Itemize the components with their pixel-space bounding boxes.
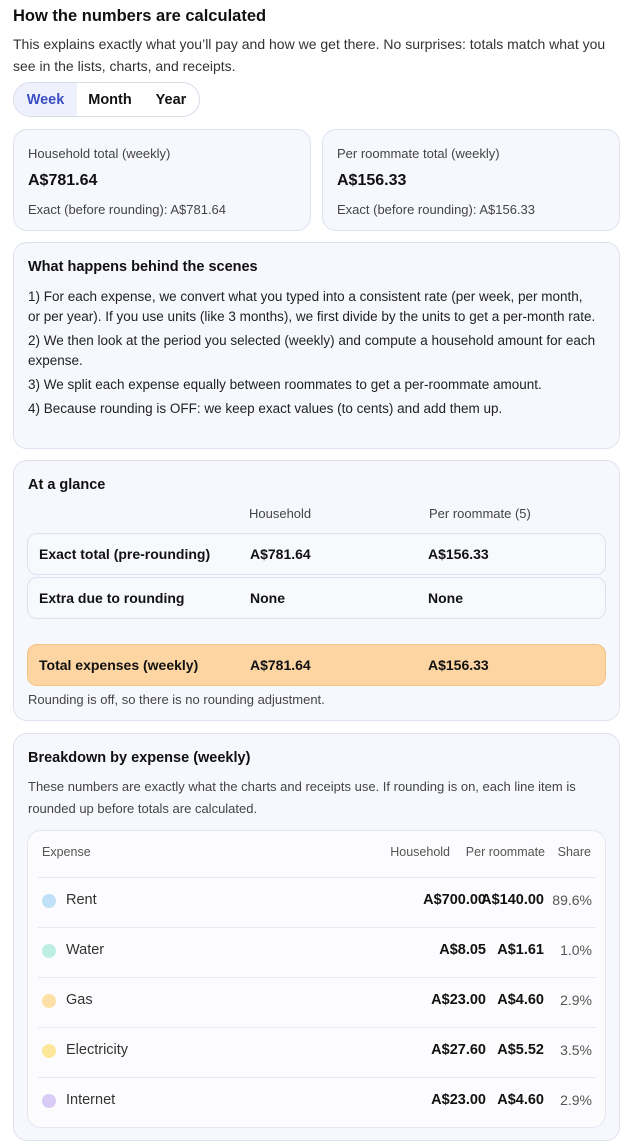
row-label: Exact total (pre-rounding) (39, 546, 211, 562)
tab-month[interactable]: Month (88, 91, 132, 108)
tab-week[interactable]: Week (14, 83, 77, 116)
tab-year[interactable]: Year (155, 91, 187, 108)
share-percent: 2.9% (560, 992, 592, 1008)
expense-name: Water (66, 942, 105, 958)
table-row (38, 927, 596, 977)
per-roommate-amount: A$1.61 (497, 942, 544, 958)
per-value: None (428, 590, 463, 606)
col-per-roommate: Per roommate (5) (429, 506, 531, 521)
table-row (38, 877, 596, 927)
share-percent: 3.5% (560, 1042, 592, 1058)
stat-value: A$156.33 (337, 172, 407, 189)
color-dot-icon (42, 1094, 56, 1108)
table-row (38, 1027, 596, 1077)
glance-row-exact (27, 533, 606, 575)
section-title: Breakdown by expense (weekly) (28, 750, 251, 766)
page-title: How the numbers are calculated (13, 7, 267, 25)
stat-value: A$781.64 (28, 172, 98, 189)
stat-exact: Exact (before rounding): A$781.64 (28, 202, 227, 217)
expense-name: Gas (66, 992, 93, 1008)
row-label: Extra due to rounding (39, 590, 185, 606)
household-value: None (250, 590, 285, 606)
step-1: 1) For each expense, we convert what you typed into a consistent rate (per week, per month, or per year). If you use units (like 3 months), we first divide by the units to get a per-month rate. (28, 289, 596, 324)
share-percent: 1.0% (560, 942, 592, 958)
table-row (38, 1077, 596, 1127)
header-per-roommate: Per roommate (465, 845, 545, 859)
expense-name: Electricity (66, 1042, 129, 1058)
household-amount: A$23.00 (431, 992, 486, 1008)
household-amount: A$700.00 (423, 892, 486, 908)
period-toggle (13, 82, 200, 117)
color-dot-icon (42, 944, 56, 958)
table-row (38, 977, 596, 1027)
behind-scenes-card (13, 242, 620, 449)
header-share: Share (557, 845, 591, 859)
per-roommate-amount: A$140.00 (481, 892, 544, 908)
stat-label: Per roommate total (weekly) (337, 146, 500, 161)
stat-exact: Exact (before rounding): A$156.33 (337, 202, 536, 217)
stat-label: Household total (weekly) (28, 146, 171, 161)
breakdown-table (27, 830, 606, 1128)
page-subtitle: This explains exactly what you’ll pay and how we get there. No surprises: totals match what you see in the lists, charts, and receipts. (13, 36, 606, 74)
section-title: At a glance (28, 477, 106, 493)
rounding-note: Rounding is off, so there is no rounding adjustment. (28, 692, 325, 707)
expense-name: Internet (66, 1092, 116, 1108)
per-roommate-total-card (322, 129, 620, 231)
household-value: A$781.64 (250, 657, 311, 673)
section-title: What happens behind the scenes (28, 259, 258, 275)
household-value: A$781.64 (250, 546, 311, 562)
step-3: 3) We split each expense equally between roommates to get a per-roommate amount. (28, 377, 542, 392)
color-dot-icon (42, 1044, 56, 1058)
household-amount: A$23.00 (431, 1092, 486, 1108)
section-subtitle: These numbers are exactly what the charts and receipts use. If rounding is on, each line item is rounded up before totals are calculated. (28, 779, 576, 816)
household-amount: A$8.05 (439, 942, 486, 958)
color-dot-icon (42, 894, 56, 908)
per-roommate-amount: A$4.60 (497, 1092, 544, 1108)
glance-row-rounding (27, 577, 606, 619)
household-total-card (13, 129, 311, 231)
at-a-glance-card (13, 460, 620, 721)
per-roommate-amount: A$5.52 (497, 1042, 544, 1058)
header-household: Household (390, 845, 450, 859)
glance-row-total (27, 644, 606, 686)
header-expense: Expense (42, 845, 91, 859)
share-percent: 2.9% (560, 1092, 592, 1108)
household-amount: A$27.60 (431, 1042, 486, 1058)
step-2: 2) We then look at the period you selected (weekly) and compute a household amount for each expense. (28, 333, 596, 368)
per-roommate-amount: A$4.60 (497, 992, 544, 1008)
per-value: A$156.33 (428, 657, 489, 673)
color-dot-icon (42, 994, 56, 1008)
step-4: 4) Because rounding is OFF: we keep exact values (to cents) and add them up. (28, 401, 503, 416)
col-household: Household (249, 506, 312, 521)
expense-name: Rent (66, 892, 97, 908)
share-percent: 89.6% (552, 892, 592, 908)
per-value: A$156.33 (428, 546, 489, 562)
breakdown-card (13, 733, 620, 1141)
row-label: Total expenses (weekly) (39, 657, 199, 673)
